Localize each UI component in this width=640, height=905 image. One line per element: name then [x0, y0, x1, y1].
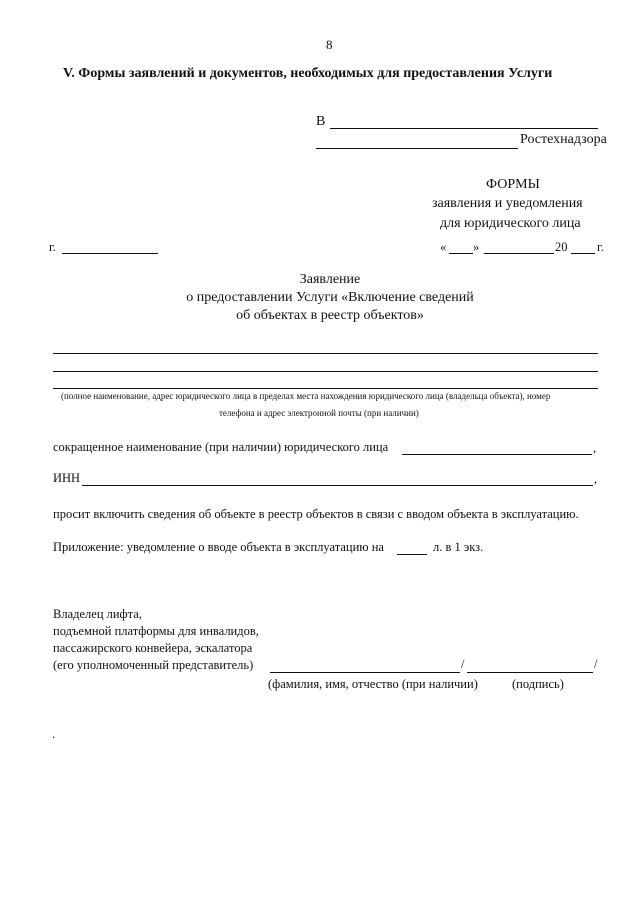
- request-text: просит включить сведения об объекте в реестр объектов в связи с вводом объекта в эксплуатацию.: [53, 507, 579, 521]
- heading-line-3: об объектах в реестр объектов»: [236, 308, 424, 323]
- date-open-quote: «: [440, 240, 447, 254]
- inn-field[interactable]: [82, 485, 593, 486]
- place-prefix: г.: [49, 240, 56, 254]
- applicant-line-2[interactable]: [53, 371, 598, 372]
- date-day-field[interactable]: [449, 253, 473, 254]
- addressee-prefix: В: [316, 114, 326, 129]
- forms-title: ФОРМЫ: [486, 177, 540, 192]
- section-title: V. Формы заявлений и документов, необходимых для предоставления Услуги: [63, 66, 553, 81]
- signature-slash-2: /: [594, 657, 598, 671]
- owner-line-1: Владелец лифта,: [53, 607, 142, 621]
- signature-caption: (подпись): [512, 677, 564, 691]
- addressee-field[interactable]: [330, 128, 598, 129]
- short-name-label: сокращенное наименование (при наличии) юридического лица: [53, 440, 389, 454]
- forms-line-2: для юридического лица: [440, 216, 581, 231]
- applicant-note-line-2: телефона и адрес электронной почты (при наличии): [219, 408, 419, 418]
- applicant-line-3[interactable]: [53, 388, 598, 389]
- attachment-suffix: л. в 1 экз.: [433, 540, 484, 554]
- date-year-prefix: 20: [555, 240, 568, 254]
- inn-comma: ,: [594, 472, 598, 486]
- bottom-mark: .: [52, 727, 56, 741]
- heading-line-2: о предоставлении Услуги «Включение сведений: [186, 290, 474, 305]
- date-month-field[interactable]: [484, 253, 554, 254]
- forms-line-1: заявления и уведомления: [432, 196, 583, 211]
- short-name-field[interactable]: [402, 454, 592, 455]
- attachment-pages-field[interactable]: [397, 554, 427, 555]
- applicant-note-line-1: (полное наименование, адрес юридического лица в пределах места нахождения юридического лица (владельца объекта), номер: [61, 391, 551, 401]
- owner-line-3: пассажирского конвейера, эскалатора: [53, 641, 253, 655]
- inn-label: ИНН: [53, 471, 81, 485]
- addressee-field-2[interactable]: [316, 148, 518, 149]
- short-name-comma: ,: [593, 441, 597, 455]
- date-year-suffix: г.: [597, 240, 604, 254]
- addressee-suffix: Ростехнадзора: [520, 132, 607, 147]
- signature-field[interactable]: [467, 672, 593, 673]
- heading-line-1: Заявление: [299, 272, 361, 287]
- full-name-caption: (фамилия, имя, отчество (при наличии): [268, 677, 478, 691]
- full-name-signature-field[interactable]: [270, 672, 460, 673]
- date-close-quote: »: [473, 240, 480, 254]
- attachment-text: Приложение: уведомление о вводе объекта в эксплуатацию на: [53, 540, 384, 554]
- page-number: 8: [326, 37, 333, 52]
- owner-line-2: подъемной платформы для инвалидов,: [53, 624, 259, 638]
- owner-line-4: (его уполномоченный представитель): [53, 658, 254, 672]
- place-field[interactable]: [62, 253, 158, 254]
- applicant-line-1[interactable]: [53, 353, 598, 354]
- date-year-field[interactable]: [571, 253, 595, 254]
- signature-slash-1: /: [461, 657, 465, 671]
